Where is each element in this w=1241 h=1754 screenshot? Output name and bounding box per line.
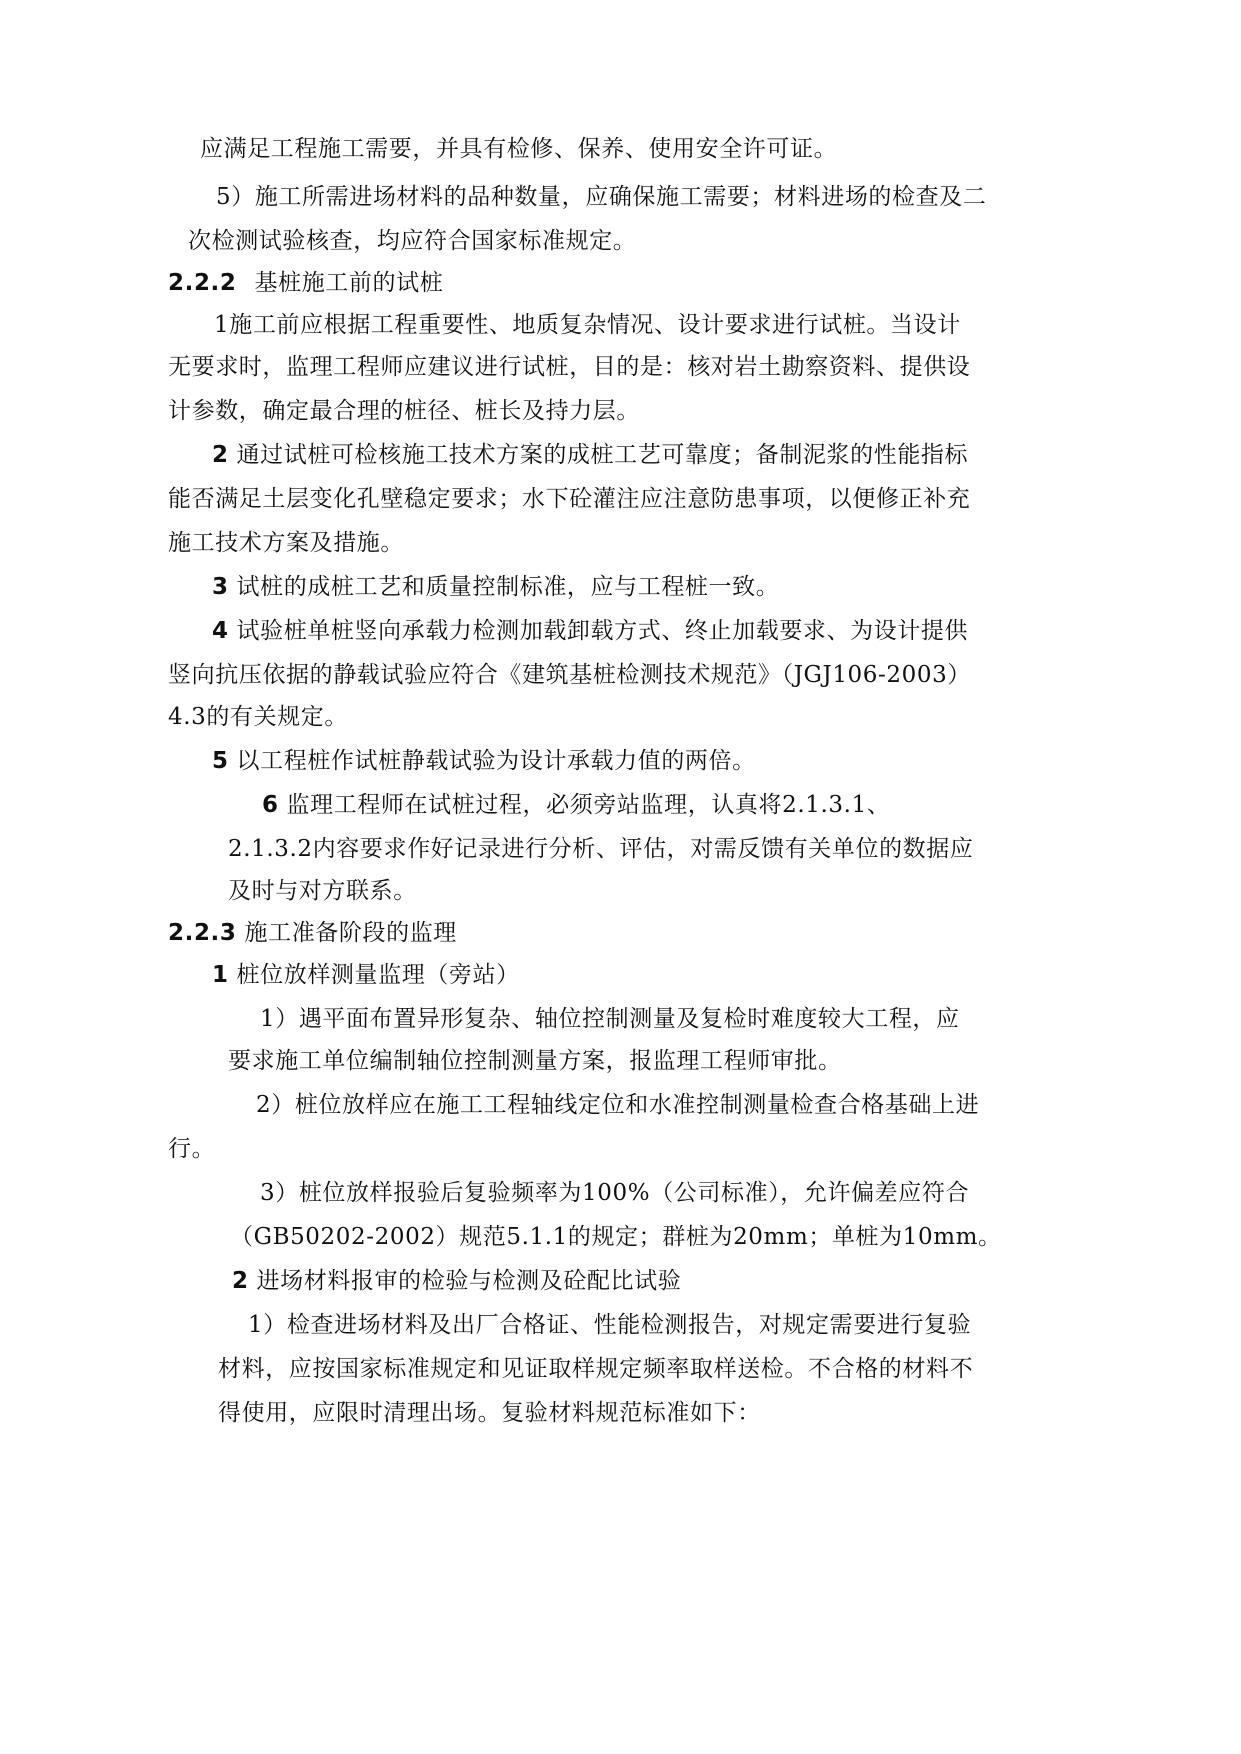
- paragraph-line: 5）施工所需进场材料的品种数量，应确保施工需要；材料进场的检查及二: [216, 184, 987, 210]
- paragraph-line: 3）桩位放样报验后复验频率为100%（公司标准），允许偏差应符合: [260, 1180, 970, 1206]
- numbered-paragraph: [212, 746, 756, 776]
- item-number: 2: [212, 442, 229, 468]
- paragraph-text: 监理工程师在试桩过程，必须旁站监理，认真将2.1.3.1、: [286, 792, 891, 818]
- section-title: 施工准备阶段的监理: [244, 920, 457, 946]
- paragraph-line: 竖向抗压依据的静载试验应符合《建筑基桩检测技术规范》（JGJ106-2003）: [168, 662, 971, 688]
- item-number: 6: [262, 792, 279, 818]
- paragraph-text: 以工程桩作试桩静载试验为设计承载力值的两倍。: [236, 748, 756, 774]
- paragraph-text: 进场材料报审的检验与检测及砼配比试验: [256, 1268, 682, 1294]
- paragraph-text: 试桩的成桩工艺和质量控制标准，应与工程桩一致。: [236, 574, 780, 600]
- paragraph-line: 得使用，应限时清理出场。复验材料规范标准如下：: [218, 1400, 761, 1426]
- paragraph-line: 1施工前应根据工程重要性、地质复杂情况、设计要求进行试桩。当设计: [214, 312, 961, 338]
- numbered-paragraph: [212, 572, 779, 602]
- paragraph-line: 施工技术方案及措施。: [168, 530, 404, 556]
- item-number: 3: [212, 574, 229, 600]
- item-number: 2: [232, 1268, 249, 1294]
- numbered-paragraph: [262, 790, 890, 820]
- section-heading-2-2-2: [168, 268, 443, 298]
- section-heading-2-2-3: [168, 918, 457, 948]
- paragraph-line: 4.3的有关规定。: [168, 704, 348, 730]
- item-number: 1: [212, 962, 229, 988]
- paragraph-line: 行。: [168, 1136, 216, 1162]
- paragraph-line: 1）遇平面布置异形复杂、轴位控制测量及复检时难度较大工程，应: [260, 1006, 960, 1032]
- paragraph-line: （GB50202-2002）规范5.1.1的规定；群桩为20mm；单桩为10mm。: [230, 1224, 1002, 1250]
- paragraph-line: 计参数，确定最合理的桩径、桩长及持力层。: [168, 398, 640, 424]
- paragraph-text: 通过试桩可检核施工技术方案的成桩工艺可靠度；备制泥浆的性能指标: [236, 442, 969, 468]
- paragraph-line: 应满足工程施工需要，并具有检修、保养、使用安全许可证。: [200, 136, 838, 162]
- section-number: 2.2.2: [168, 270, 237, 296]
- numbered-paragraph: [232, 1266, 681, 1296]
- item-number: 5: [212, 748, 229, 774]
- paragraph-line: 能否满足土层变化孔壁稳定要求；水下砼灌注应注意防患事项，以便修正补充: [168, 486, 971, 512]
- paragraph-line: 2.1.3.2内容要求作好记录进行分析、评估，对需反馈有关单位的数据应: [228, 836, 974, 862]
- paragraph-line: 要求施工单位编制轴位控制测量方案，报监理工程师审批。: [228, 1048, 842, 1074]
- paragraph-line: 材料，应按国家标准规定和见证取样规定频率取样送检。不合格的材料不: [218, 1356, 974, 1382]
- paragraph-line: 1）检查进场材料及出厂合格证、性能检测报告，对规定需要进行复验: [248, 1312, 972, 1338]
- section-number: 2.2.3: [168, 920, 237, 946]
- paragraph-line: 无要求时，监理工程师应建议进行试桩，目的是：核对岩土勘察资料、提供设: [168, 354, 971, 380]
- paragraph-text: 试验桩单桩竖向承载力检测加载卸载方式、终止加载要求、为设计提供: [236, 618, 969, 644]
- paragraph-text: 桩位放样测量监理（旁站）: [236, 962, 520, 988]
- numbered-paragraph: [212, 960, 520, 990]
- section-title: 基桩施工前的试桩: [254, 270, 444, 296]
- paragraph-line: 次检测试验核查，均应符合国家标准规定。: [188, 228, 637, 254]
- paragraph-line: 及时与对方联系。: [228, 878, 417, 904]
- numbered-paragraph: [212, 616, 968, 646]
- item-number: 4: [212, 618, 229, 644]
- numbered-paragraph: [212, 440, 968, 470]
- paragraph-line: 2）桩位放样应在施工工程轴线定位和水准控制测量检查合格基础上进: [256, 1092, 980, 1118]
